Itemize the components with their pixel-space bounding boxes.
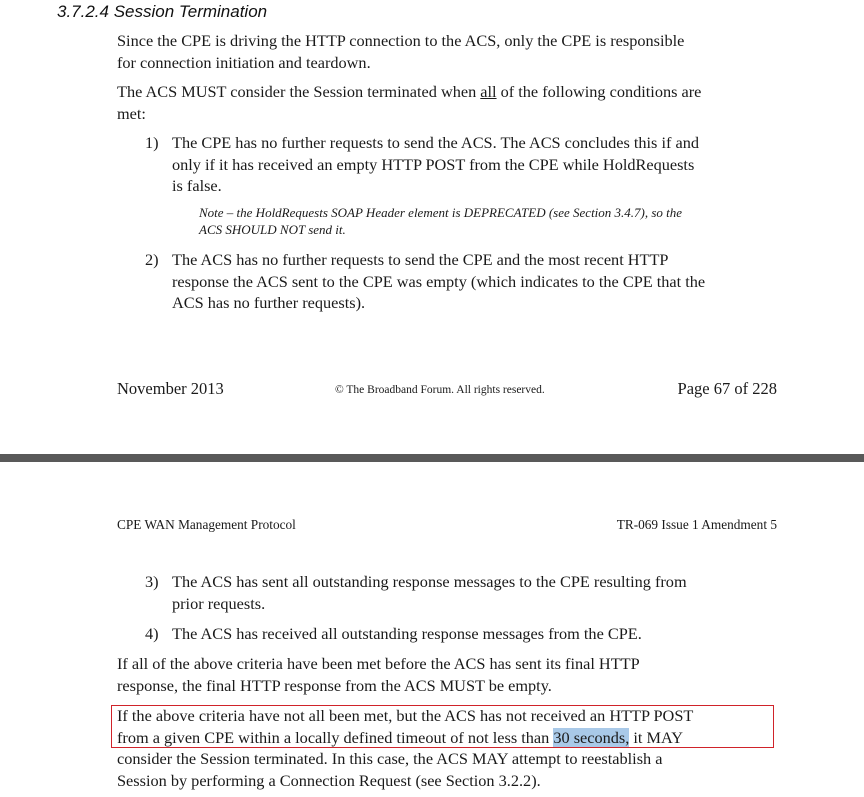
- text-line: Since the CPE is driving the HTTP connection to the ACS, only the CPE is responsible: [117, 31, 685, 50]
- list-item-1: [172, 132, 699, 197]
- paragraph-connection: [117, 30, 684, 73]
- text-line: response the ACS sent to the CPE was empty (which indicates to the CPE that the: [172, 271, 706, 291]
- text-line: from a given CPE within a locally defined timeout of not less than 30 seconds, it MAY: [117, 727, 683, 747]
- text-line: The CPE has no further requests to send the ACS. The ACS concludes this if and: [172, 133, 699, 152]
- text-line: The ACS MUST consider the Session terminated when all of the following conditions are: [117, 82, 702, 101]
- running-header-left: CPE WAN Management Protocol: [117, 517, 296, 532]
- list-item-2: [172, 249, 705, 314]
- text-line: prior requests.: [172, 593, 266, 613]
- text-line: Note – the HoldRequests SOAP Header element is DEPRECATED (see Section 3.4.7), so the: [199, 205, 683, 220]
- text-line: Session by performing a Connection Request (see Section 3.2.2).: [117, 770, 541, 790]
- list-item-3: [172, 571, 687, 614]
- text-line: If all of the above criteria have been met before the ACS has sent its final HTTP: [117, 654, 640, 673]
- text-line: The ACS has received all outstanding response messages from the CPE.: [172, 624, 642, 643]
- text-line: only if it has received an empty HTTP POST from the CPE while HoldRequests: [172, 154, 695, 174]
- paragraph-conditions: [117, 81, 701, 124]
- annotation-red-box: [111, 705, 774, 748]
- footer-page-number: Page 67 of 228: [677, 379, 777, 398]
- selected-text-highlight[interactable]: 30 seconds,: [553, 727, 630, 747]
- text-line: for connection initiation and teardown.: [117, 52, 371, 72]
- text-line: met:: [117, 103, 146, 123]
- underlined-all: all: [480, 82, 497, 101]
- text-line: is false.: [172, 176, 222, 195]
- deprecation-note: [199, 205, 682, 238]
- section-heading: 3.7.2.4 Session Termination: [57, 2, 268, 21]
- text-line: The ACS has no further requests to send the CPE and the most recent HTTP: [172, 250, 669, 269]
- list-number: 3): [145, 572, 159, 591]
- paragraph-final-response: [117, 653, 640, 696]
- running-header-right: TR-069 Issue 1 Amendment 5: [616, 517, 777, 532]
- text-line: response, the final HTTP response from the ACS MUST be empty.: [117, 675, 552, 695]
- list-number: 4): [145, 624, 159, 643]
- footer-date: November 2013: [117, 379, 224, 398]
- text-line: If the above criteria have not all been met, but the ACS has not received an HTTP POST: [117, 706, 694, 725]
- page-separator: [0, 454, 864, 462]
- footer-copyright: © The Broadband Forum. All rights reserved.: [335, 384, 545, 396]
- list-number: 2): [145, 250, 159, 269]
- list-number: 1): [145, 133, 159, 152]
- text-line: ACS SHOULD NOT send it.: [199, 221, 346, 237]
- text-line: consider the Session terminated. In this case, the ACS MAY attempt to reestablish a: [117, 749, 663, 768]
- text-line: The ACS has sent all outstanding response messages to the CPE resulting from: [172, 572, 687, 591]
- list-item-4: [172, 623, 642, 645]
- text-line: ACS has no further requests).: [172, 293, 366, 312]
